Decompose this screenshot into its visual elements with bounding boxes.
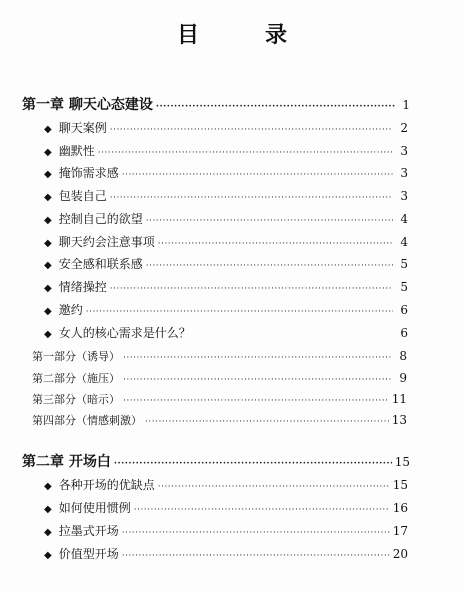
- toc-entry[interactable]: [44, 281, 408, 294]
- diamond-bullet-icon: ◆: [44, 550, 52, 561]
- dot-leader: [122, 529, 390, 538]
- dot-leader: [122, 171, 393, 180]
- entry-page-number: 3: [400, 144, 408, 158]
- diamond-bullet-icon: ◆: [44, 124, 52, 135]
- part-page-number: 9: [399, 371, 407, 385]
- diamond-bullet-icon: ◆: [44, 481, 52, 492]
- dot-leader: [123, 354, 392, 363]
- toc-entry[interactable]: [44, 236, 408, 249]
- diamond-bullet-icon: ◆: [44, 527, 52, 538]
- entry-page-number: 15: [392, 478, 408, 492]
- part-title: 第一部分（诱导）: [32, 350, 120, 363]
- chapter-page-number: 1: [402, 98, 410, 112]
- entry-title: 包装自己: [58, 189, 107, 203]
- diamond-bullet-icon: ◆: [44, 169, 52, 180]
- toc-entry[interactable]: [44, 258, 408, 271]
- toc-chapter[interactable]: [22, 455, 410, 469]
- dot-leader: [158, 240, 393, 249]
- entry-title: 价值型开场: [58, 547, 119, 561]
- entry-page-number: 4: [400, 235, 408, 249]
- dot-leader: [114, 460, 392, 469]
- part-page-number: 11: [391, 392, 407, 406]
- chapter-title: 第二章 开场白: [22, 454, 111, 470]
- diamond-bullet-icon: ◆: [44, 238, 52, 249]
- entry-title: 掩饰需求感: [58, 166, 119, 180]
- toc-entry[interactable]: [44, 525, 408, 538]
- entry-title: 安全感和联系感: [58, 257, 143, 271]
- diamond-bullet-icon: ◆: [44, 215, 52, 226]
- dot-leader: [98, 149, 393, 158]
- part-title: 第四部分（情感刺激）: [32, 414, 142, 427]
- toc-entry[interactable]: [44, 190, 408, 203]
- toc-entry[interactable]: [44, 327, 408, 340]
- part-page-number: 8: [399, 349, 407, 363]
- dot-leader: [123, 397, 389, 406]
- dot-leader: [145, 418, 389, 427]
- dot-leader: [156, 103, 395, 112]
- toc-part[interactable]: [32, 393, 407, 406]
- entry-page-number: 6: [400, 326, 408, 340]
- entry-page-number: 3: [400, 189, 408, 203]
- toc-entry[interactable]: [44, 213, 408, 226]
- entry-title: 聊天约会注意事项: [58, 235, 155, 249]
- entry-page-number: 5: [400, 280, 408, 294]
- diamond-bullet-icon: ◆: [44, 283, 52, 294]
- toc-part[interactable]: [32, 372, 407, 385]
- diamond-bullet-icon: ◆: [44, 260, 52, 271]
- entry-page-number: 16: [392, 501, 408, 515]
- dot-leader: [123, 376, 392, 385]
- dot-leader: [110, 126, 393, 135]
- entry-title: 幽默性: [58, 144, 95, 158]
- dot-leader: [158, 483, 390, 492]
- diamond-bullet-icon: ◆: [44, 306, 52, 317]
- entry-title: 邀约: [58, 303, 83, 317]
- toc-entry[interactable]: [44, 145, 408, 158]
- dot-leader: [110, 285, 393, 294]
- dot-leader: [134, 506, 390, 515]
- toc-part[interactable]: [32, 414, 407, 427]
- entry-title: 拉墨式开场: [58, 524, 119, 538]
- toc-chapter[interactable]: [22, 98, 410, 112]
- entry-page-number: 6: [400, 303, 408, 317]
- toc-part[interactable]: [32, 350, 407, 363]
- toc-entry[interactable]: [44, 122, 408, 135]
- diamond-bullet-icon: ◆: [44, 192, 52, 203]
- entry-title: 情绪操控: [58, 280, 107, 294]
- entry-title: 如何使用惯例: [58, 501, 131, 515]
- part-page-number: 13: [391, 413, 407, 427]
- dot-leader: [110, 194, 393, 203]
- toc-entry[interactable]: [44, 548, 408, 561]
- chapter-title: 第一章 聊天心态建设: [22, 97, 153, 113]
- toc-entry[interactable]: [44, 502, 408, 515]
- diamond-bullet-icon: ◆: [44, 329, 52, 340]
- entry-page-number: 4: [400, 212, 408, 226]
- part-title: 第二部分（施压）: [32, 372, 120, 385]
- diamond-bullet-icon: ◆: [44, 504, 52, 515]
- entry-page-number: 20: [392, 547, 408, 561]
- toc-entry[interactable]: [44, 167, 408, 180]
- toc-entry[interactable]: [44, 479, 408, 492]
- dot-leader: [146, 262, 393, 271]
- page-title: 目 录: [176, 22, 309, 48]
- entry-page-number: 2: [400, 121, 408, 135]
- diamond-bullet-icon: ◆: [44, 147, 52, 158]
- toc-entry[interactable]: [44, 304, 408, 317]
- entry-title: 控制自己的欲望: [58, 212, 143, 226]
- entry-page-number: 3: [400, 166, 408, 180]
- dot-leader: [122, 552, 390, 561]
- entry-page-number: 5: [400, 257, 408, 271]
- dot-leader: [146, 217, 393, 226]
- entry-page-number: 17: [392, 524, 408, 538]
- entry-title: 各种开场的优缺点: [58, 478, 155, 492]
- entry-title: 女人的核心需求是什么？: [58, 326, 191, 340]
- part-title: 第三部分（暗示）: [32, 393, 120, 406]
- dot-leader: [86, 308, 393, 317]
- entry-title: 聊天案例: [58, 121, 107, 135]
- chapter-page-number: 15: [394, 455, 410, 469]
